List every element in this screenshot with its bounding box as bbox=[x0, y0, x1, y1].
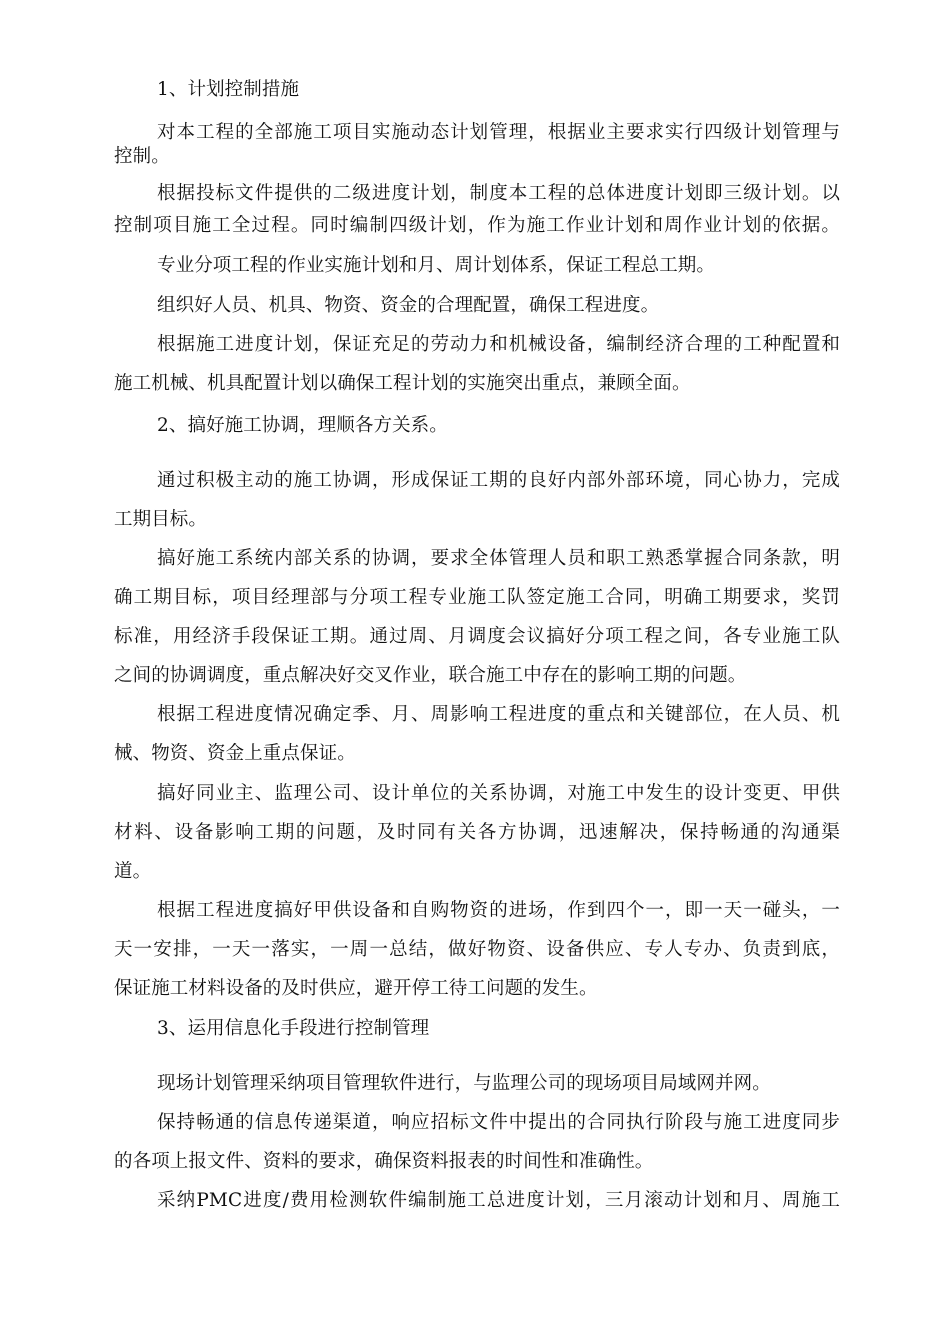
paragraph-line: 天一安排，一天一落实，一周一总结，做好物资、设备供应、专人专办、负责到底， bbox=[114, 939, 840, 960]
paragraph-line: 的各项上报文件、资料的要求，确保资料报表的时间性和准确性。 bbox=[114, 1151, 654, 1172]
paragraph-line: 根据工程进度情况确定季、月、周影响工程进度的重点和关键部位，在人员、机 bbox=[157, 704, 840, 725]
heading-coordination: 2、搞好施工协调，理顺各方关系。 bbox=[157, 415, 448, 436]
paragraph-line: 保持畅通的信息传递渠道，响应招标文件中提出的合同执行阶段与施工进度同步 bbox=[157, 1112, 840, 1133]
paragraph-line: 之间的协调调度，重点解决好交叉作业，联合施工中存在的影响工期的问题。 bbox=[114, 665, 747, 686]
paragraph-line: 保证施工材料设备的及时供应，避开停工待工问题的发生。 bbox=[114, 978, 598, 999]
paragraph-line: 标准，用经济手段保证工期。通过周、月调度会议搞好分项工程之间，各专业施工队 bbox=[114, 626, 840, 647]
paragraph-line: 材料、设备影响工期的问题，及时同有关各方协调，迅速解决，保持畅通的沟通渠 bbox=[114, 822, 840, 843]
paragraph-line: 控制。 bbox=[114, 146, 170, 167]
paragraph-line: 工期目标。 bbox=[114, 509, 208, 530]
paragraph-line: 根据工程进度搞好甲供设备和自购物资的进场，作到四个一，即一天一碰头，一 bbox=[157, 900, 840, 921]
paragraph-line: 根据施工进度计划，保证充足的劳动力和机械设备，编制经济合理的工种配置和 bbox=[157, 334, 840, 355]
paragraph-line: 专业分项工程的作业实施计划和月、周计划体系，保证工程总工期。 bbox=[157, 255, 716, 276]
heading-information: 3、运用信息化手段进行控制管理 bbox=[157, 1018, 430, 1039]
paragraph-line: 对本工程的全部施工项目实施动态计划管理，根据业主要求实行四级计划管理与 bbox=[157, 122, 840, 143]
paragraph-line: 搞好施工系统内部关系的协调，要求全体管理人员和职工熟悉掌握合同条款，明 bbox=[157, 548, 840, 569]
paragraph-line: 械、物资、资金上重点保证。 bbox=[114, 743, 356, 764]
paragraph-line: 施工机械、机具配置计划以确保工程计划的实施突出重点，兼顾全面。 bbox=[114, 373, 691, 394]
paragraph-line: 现场计划管理采纳项目管理软件进行，与监理公司的现场项目局域网并网。 bbox=[157, 1073, 771, 1094]
paragraph-line: 搞好同业主、监理公司、设计单位的关系协调，对施工中发生的设计变更、甲供 bbox=[157, 783, 840, 804]
paragraph-line: 通过积极主动的施工协调，形成保证工期的良好内部外部环境，同心协力，完成 bbox=[157, 470, 840, 491]
paragraph-line: 控制项目施工全过程。同时编制四级计划，作为施工作业计划和周作业计划的依据。 bbox=[114, 215, 840, 236]
paragraph-line: 组织好人员、机具、物资、资金的合理配置，确保工程进度。 bbox=[157, 295, 660, 316]
paragraph-line: 确工期目标，项目经理部与分项工程专业施工队签定施工合同，明确工期要求，奖罚 bbox=[114, 587, 840, 608]
paragraph-line: 根据投标文件提供的二级进度计划，制度本工程的总体进度计划即三级计划。以 bbox=[157, 183, 840, 204]
heading-plan-control: 1、计划控制措施 bbox=[157, 79, 300, 100]
paragraph-line: 采纳PMC进度/费用检测软件编制施工总进度计划，三月滚动计划和月、周施工 bbox=[157, 1190, 840, 1211]
paragraph-line: 道。 bbox=[114, 861, 152, 882]
